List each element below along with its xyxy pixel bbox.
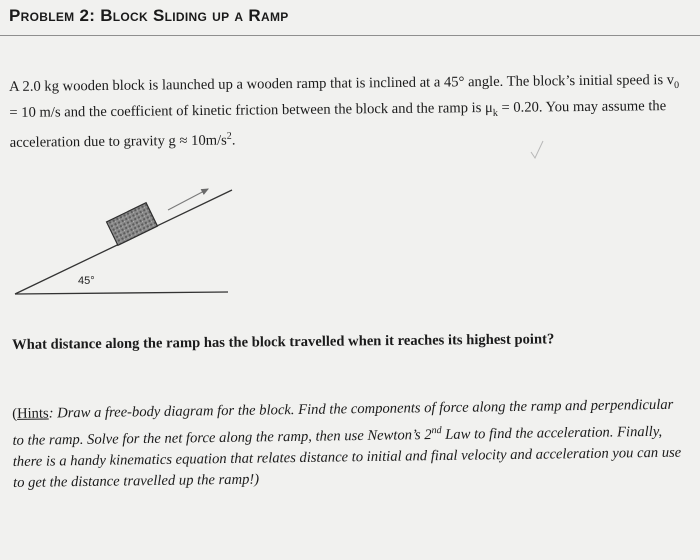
- problem-text-2: = 10 m/s and the coefficient of kinetic friction between the block and the ramp is μ: [9, 99, 493, 121]
- title-divider: [0, 35, 700, 36]
- ramp-base: [15, 292, 228, 294]
- wooden-block: [107, 203, 158, 246]
- problem-text-4: .: [231, 132, 236, 149]
- mu-subscript: k: [492, 107, 498, 119]
- hints-text-b: Law to find the acceleration. Finally, there is a handy kinematics equation that relates distance to initial and final velocity and acceleration you can use to get the distance travelled up the ramp!): [12, 423, 682, 492]
- problem-text-1: A 2.0 kg wooden block is launched up a wooden ramp that is inclined at a 45° angle. The block’s initial speed is v: [9, 72, 675, 95]
- pen-tick-mark: [530, 140, 544, 160]
- hints-text-a: : Draw a free-body diagram for the block. Find the components of force along the ramp and perpendicular to the ramp. Solve for the net force along the ramp, then use Newton’s 2: [12, 396, 674, 449]
- problem-text-3: = 0.20. You may assume the acceleration due to gravity g ≈ 10m/s: [9, 98, 667, 151]
- exponent-superscript: 2: [226, 130, 232, 142]
- question-text: What distance along the ramp has the block travelled when it reaches its highest point?: [12, 331, 555, 353]
- problem-title: Problem 2: Block Sliding up a Ramp: [9, 6, 289, 25]
- hints-paragraph: [12, 395, 685, 495]
- angle-label: 45°: [78, 275, 95, 287]
- hints-open: (: [12, 405, 18, 422]
- hints-superscript: nd: [431, 424, 442, 436]
- motion-arrow: [168, 189, 208, 210]
- hints-label: Hints: [16, 405, 49, 422]
- problem-statement: [9, 70, 680, 153]
- ramp-diagram: [0, 180, 260, 310]
- v0-subscript: 0: [674, 79, 680, 91]
